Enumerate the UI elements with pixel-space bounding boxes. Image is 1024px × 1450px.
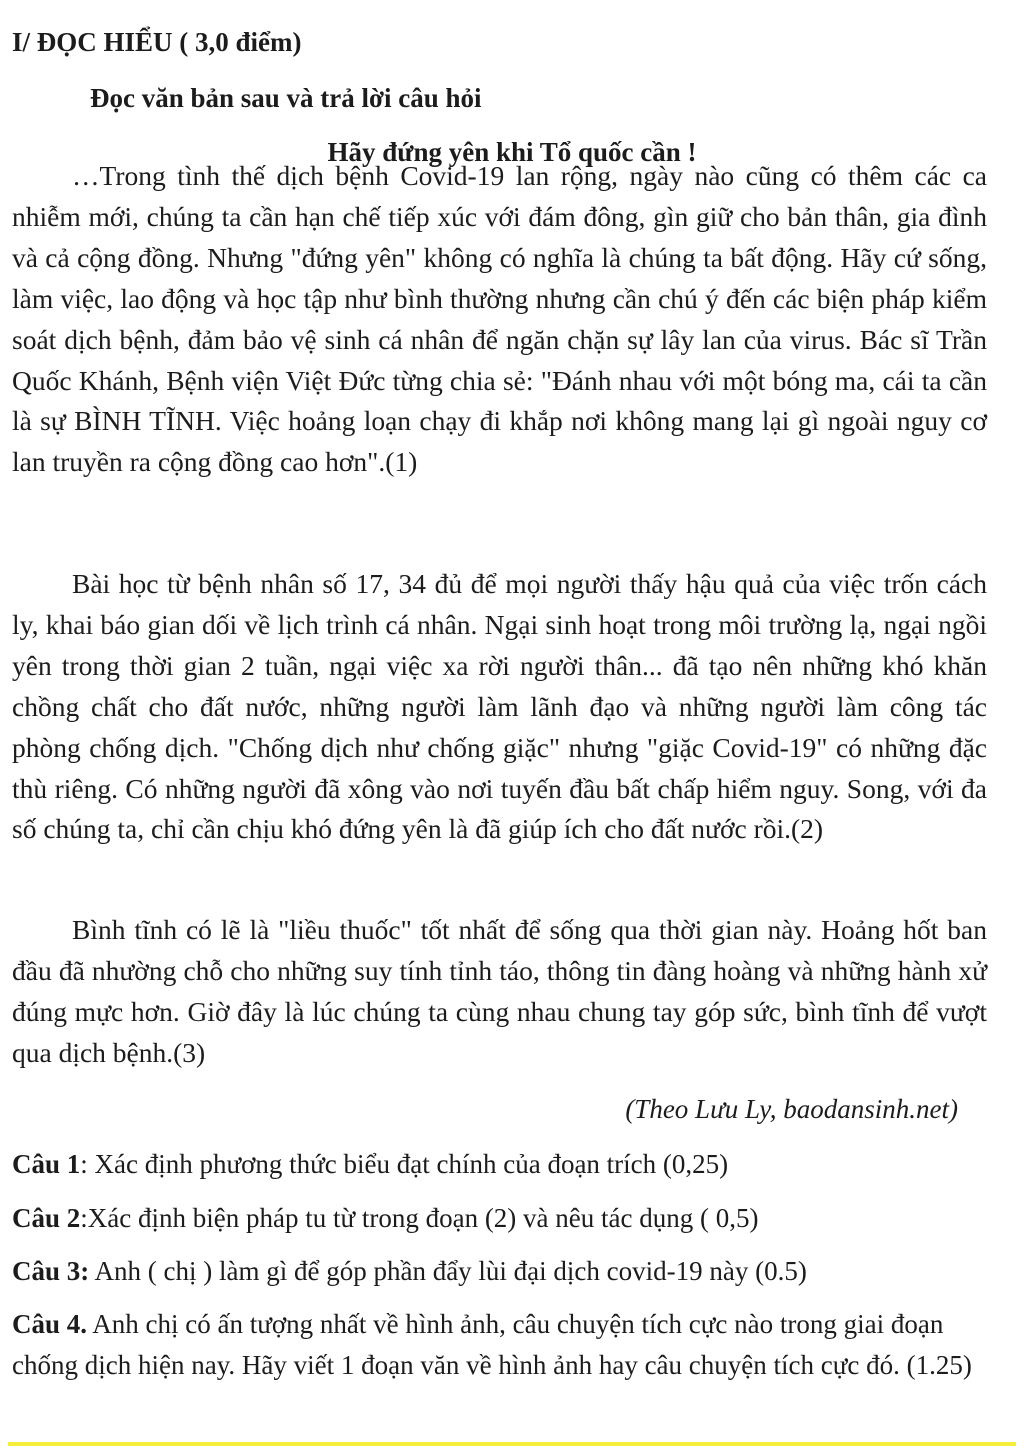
section-heading: I/ ĐỌC HIỂU ( 3,0 điểm) [12,27,302,57]
passage-paragraph-2: Bài học từ bệnh nhân số 17, 34 đủ để mọi người thấy hậu quả của việc trốn cách ly, khai báo gian dối về lịch trình cá nhân. Ngại sinh hoạt trong môi trường lạ, ngại ngồi yên trong thời gian 2 tuần, ngại việc xa rời người thân... đã tạo nên những khó khăn chồng chất cho đất nước, những người làm lãnh đạo và những người làm công tác phòng chống dịch. "Chống dịch như chống giặc" nhưng "giặc Covid-19" có những đặc thù riêng. Có những người đã xông vào nơi tuyến đầu bất chấp hiểm nguy. Song, với đa số chúng ta, chỉ cần chịu khó đứng yên là đã giúp ích cho đất nước rồi.(2) [12,568,987,845]
yellow-highlight-line [8,1442,1016,1446]
passage-paragraph-1: …Trong tình thế dịch bệnh Covid-19 lan rộng, ngày nào cũng có thêm các ca nhiễm mới, chúng ta cần hạn chế tiếp xúc với đám đông, gìn giữ cho bản thân, gia đình và cả cộng đồng. Nhưng "đứng yên" không có nghĩa là chúng ta bất động. Hãy cứ sống, làm việc, lao động và học tập như bình thường nhưng cần chú ý đến các biện pháp kiểm soát dịch bệnh, đảm bảo vệ sinh cá nhân để ngăn chặn sự lây lan của virus. Bác sĩ Trần Quốc Khánh, Bệnh viện Việt Đức từng chia sẻ: "Đánh nhau với một bóng ma, cái ta cần là sự BÌNH TĨNH. Việc hoảng loạn chạy đi khắp nơi không mang lại gì ngoài nguy cơ lan truyền ra cộng đồng cao hơn".(1) [12,160,987,478]
question-1-label: Câu 1 [12,1149,81,1179]
question-2 [12,1198,987,1239]
question-2-label: Câu 2 [12,1203,81,1233]
question-4 [12,1304,987,1386]
question-3 [12,1251,987,1292]
passage-title: Hãy đứng yên khi Tổ quốc cần ! [327,137,697,167]
bottom-highlight-strip [0,1438,1024,1450]
question-1-text: : Xác định phương thức biểu đạt chính của đoạn trích (0,25) [80,1149,729,1179]
question-2-text: :Xác định biện pháp tu từ trong đoạn (2) và nêu tác dụng ( 0,5) [80,1203,759,1233]
passage-source: (Theo Lưu Ly, baodansinh.net) [625,1094,958,1124]
question-1 [12,1144,987,1185]
question-3-text: Anh ( chị ) làm gì để góp phần đẩy lùi đại dịch covid-19 này (0.5) [89,1256,807,1286]
question-3-label: Câu 3: [12,1256,90,1286]
instruction: Đọc văn bản sau và trả lời câu hỏi [90,83,482,113]
question-4-label: Câu 4. [12,1309,88,1339]
question-4-text: Anh chị có ấn tượng nhất về hình ảnh, câu chuyện tích cực nào trong giai đoạn chống dịch hiện nay. Hãy viết 1 đoạn văn về hình ảnh hay câu chuyện tích cực đó. (1.25) [12,1309,972,1380]
passage-paragraph-3: Bình tĩnh có lẽ là "liều thuốc" tốt nhất để sống qua thời gian này. Hoảng hốt ban đầu đã nhường chỗ cho những suy tính tỉnh táo, thông tin đàng hoàng và những hành xử đúng mực hơn. Giờ đây là lúc chúng ta cùng nhau chung tay góp sức, bình tĩnh để vượt qua dịch bệnh.(3) [12,914,987,1068]
